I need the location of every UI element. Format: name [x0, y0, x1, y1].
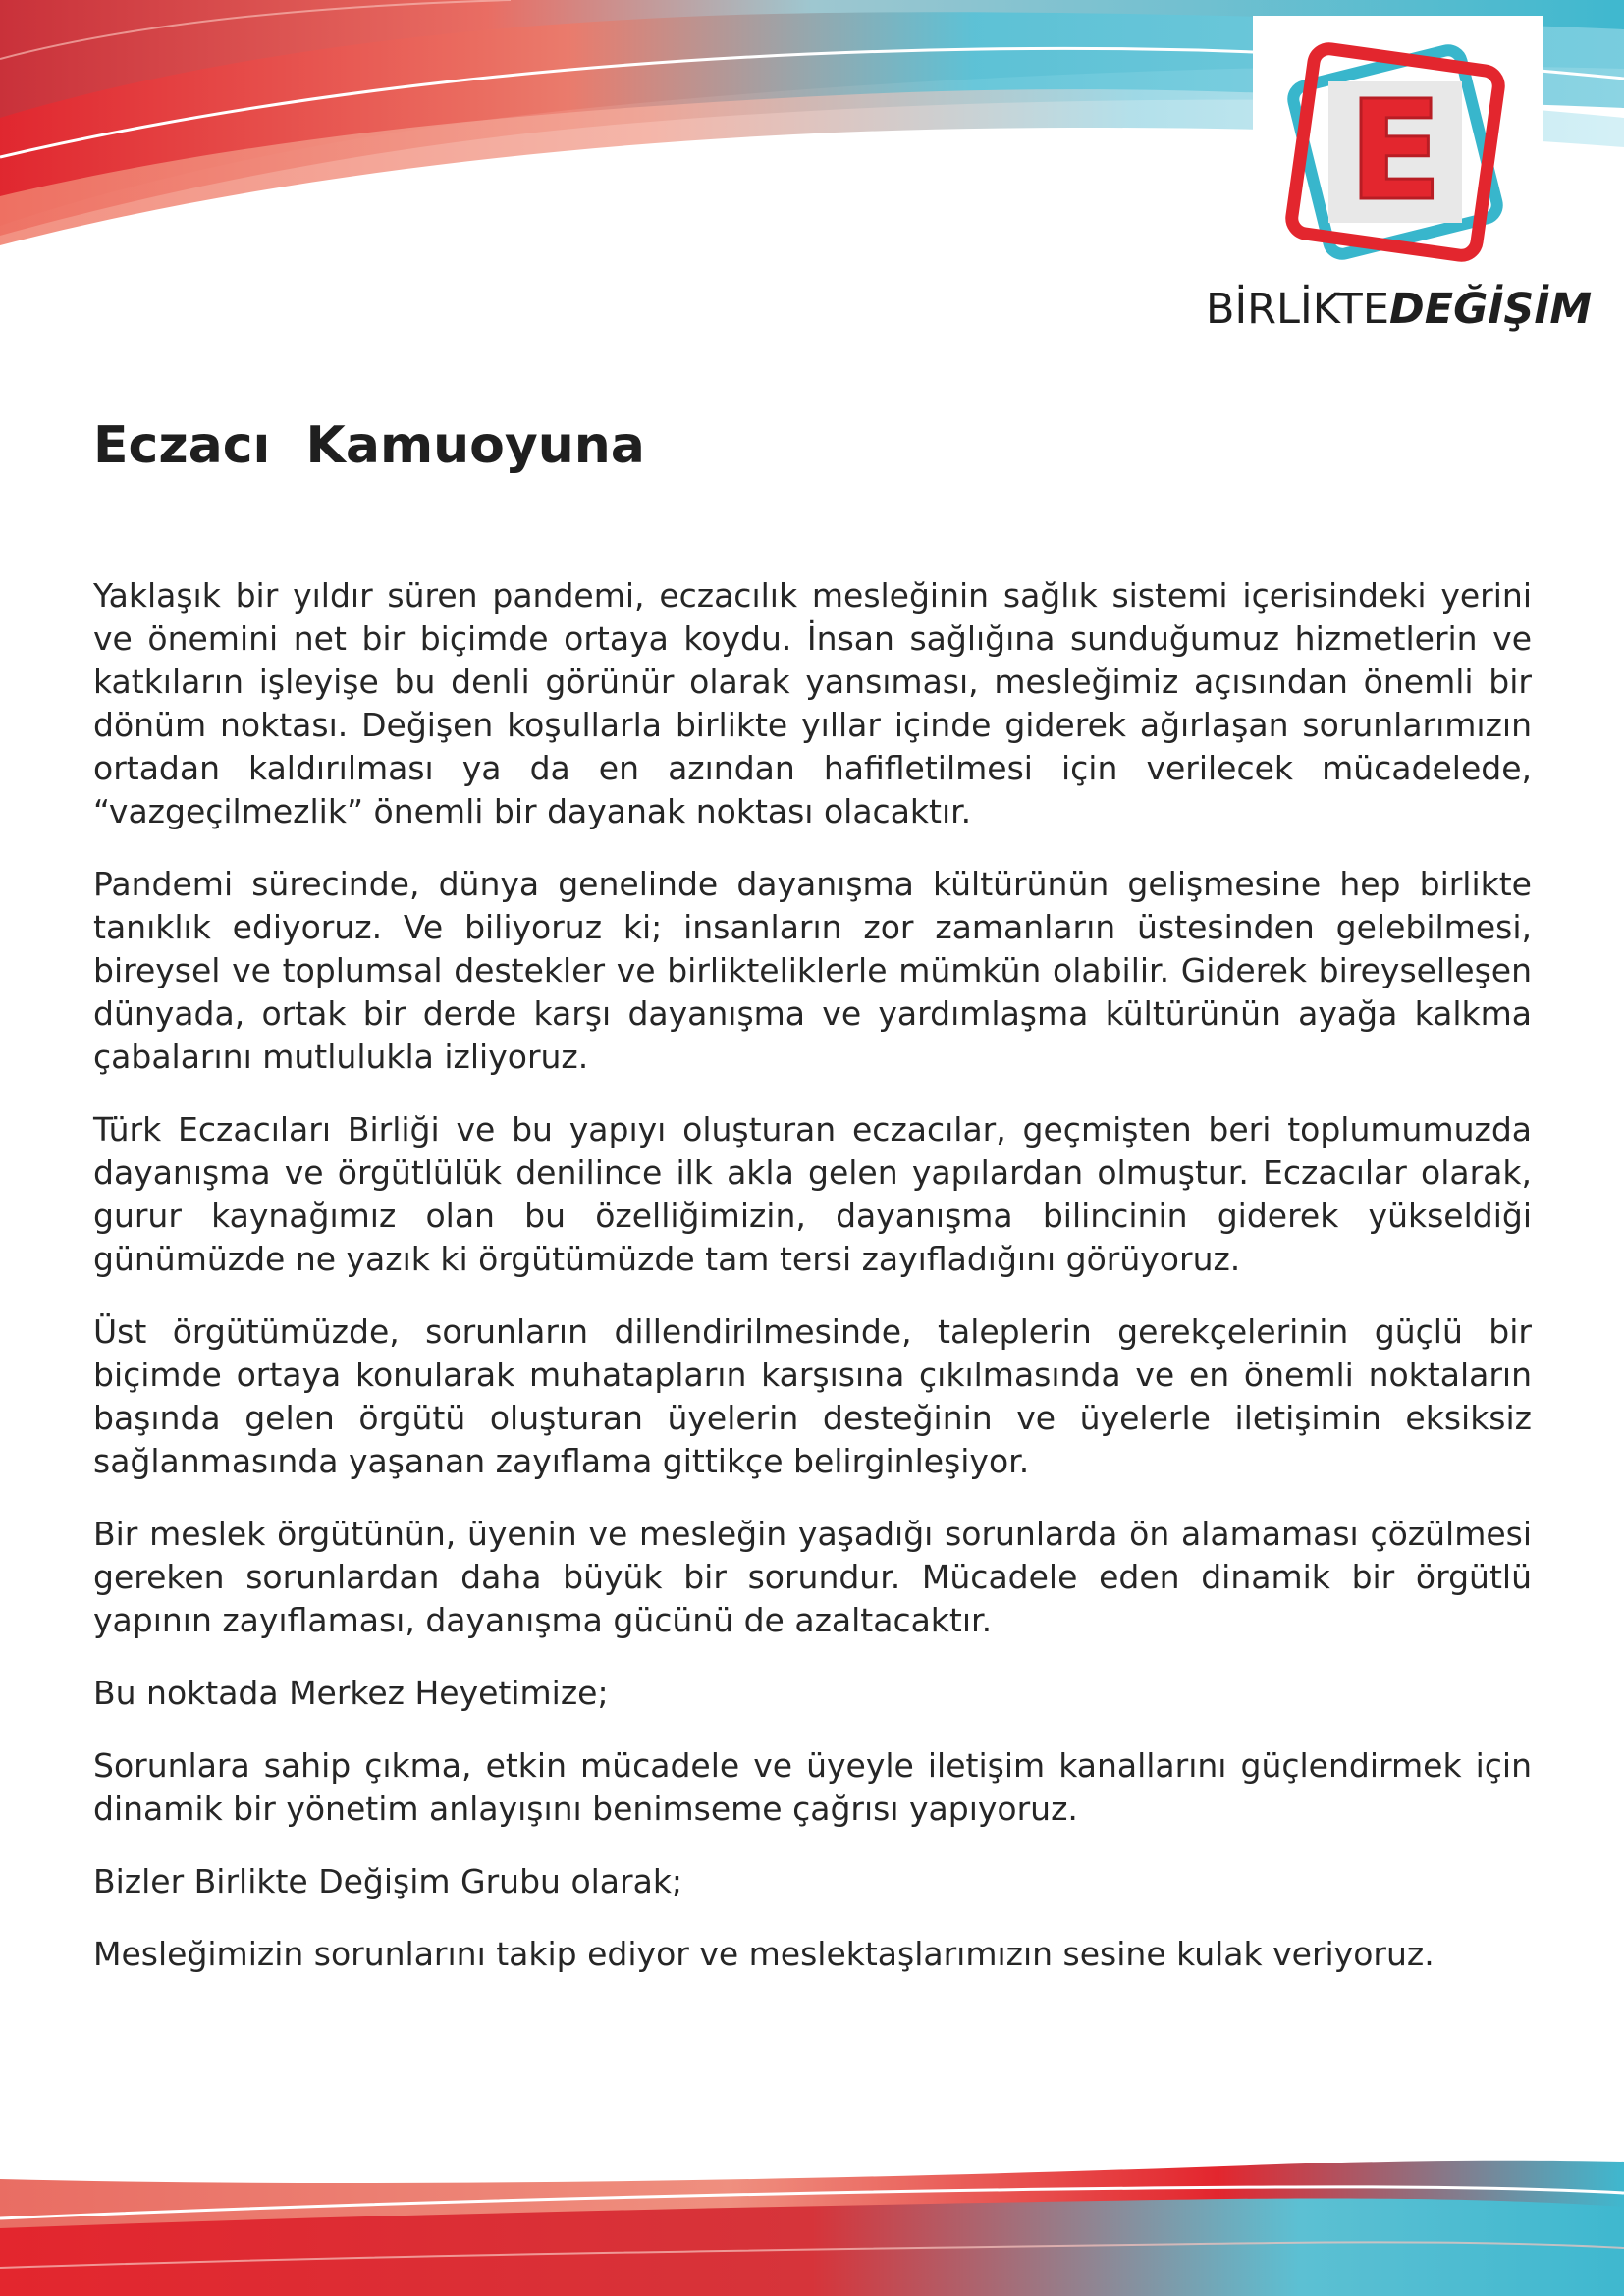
logo-text-light: BİRLİKTE — [1206, 285, 1389, 334]
paragraph: Üst örgütümüzde, sorunların dillendirilmesinde, taleplerin gerekçelerinin güçlü bir biçimde ortaya konularak muhatapların karşısına çıkılmasında ve en önemli noktaların başında gelen örgütü oluşturan üyelerin desteğinin ve üyelerle iletişimin eksiksiz sağlanmasında yaşanan zayıflama gittikçe belirginleşiyor. — [93, 1312, 1532, 1480]
birlikte-degisim-logo-icon — [1263, 29, 1528, 275]
logo-wordmark — [1206, 285, 1593, 334]
paragraph: Pandemi sürecinde, dünya genelinde dayanışma kültürünün gelişmesine hep birlikte tanıklık ediyoruz. Ve biliyoruz ki; insanların zor zamanların üstesinden gelebilmesi, bireysel ve toplumsal destekler ve birlikteliklerle mümkün olabilir. Giderek bireyselleşen dünyada, ortak bir derde karşı dayanışma ve yardımlaşma kültürünün ayağa kalkma çabalarını mutlulukla izliyoruz. — [93, 865, 1532, 1076]
logo-letter: E — [1348, 72, 1442, 232]
letter-body — [93, 574, 1532, 2005]
page-title: Eczacı Kamuoyuna — [93, 416, 645, 475]
paragraph: Mesleğimizin sorunlarını takip ediyor ve meslektaşlarımızın sesine kulak veriyoruz. — [93, 1935, 1435, 1973]
paragraph: Sorunlara sahip çıkma, etkin mücadele ve üyeyle iletişim kanallarını güçlendirmek için dinamik bir yönetim anlayışını benimseme çağrısı yapıyoruz. — [93, 1746, 1532, 1828]
paragraph: Bu noktada Merkez Heyetimize; — [93, 1674, 609, 1712]
paragraph: Bizler Birlikte Değişim Grubu olarak; — [93, 1862, 683, 1900]
paragraph: Bir meslek örgütünün, üyenin ve mesleğin yaşadığı sorunlarda ön alamaması çözülmesi gereken sorunlardan daha büyük bir sorundur. Mücadele eden dinamik bir örgütlü yapının zayıflaması, dayanışma gücünü de azaltacaktır. — [93, 1515, 1532, 1639]
bottom-banner-decoration — [0, 2160, 1624, 2296]
paragraph: Türk Eczacıları Birliği ve bu yapıyı oluşturan eczacılar, geçmişten beri toplumumuzda dayanışma ve örgütlülük denilince ilk akla gelen yapılardan olmuştur. Eczacılar olarak, gurur kaynağımız olan bu özelliğimizin, dayanışma bilincinin giderek yükseldiği günümüzde ne yazık ki örgütümüzde tam tersi zayıfladığını görüyoruz. — [93, 1110, 1532, 1278]
logo-text-bold: DEĞİŞİM — [1389, 285, 1593, 334]
paragraph: Yaklaşık bir yıldır süren pandemi, eczacılık mesleğinin sağlık sistemi içerisindeki yerini ve önemini net bir biçimde ortaya koydu. İnsan sağlığına sunduğumuz hizmetlerin ve katkıların işleyişe bu denli görünür olarak yansıması, mesleğimiz açısından önemli bir dönüm noktası. Değişen koşullarla birlikte yıllar içinde giderek ağırlaşan sorunlarımızın ortadan kaldırılması ya da en azından hafifletilmesi için verilecek mücadelede, “vazgeçilmezlik” önemli bir dayanak noktası olacaktır. — [93, 576, 1532, 830]
